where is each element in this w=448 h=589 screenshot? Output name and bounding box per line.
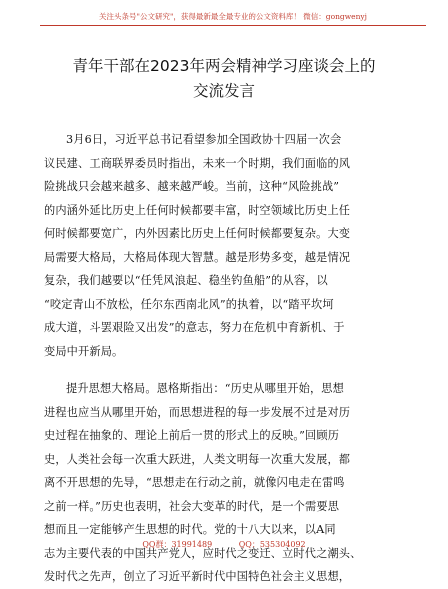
paragraph-2: [44, 377, 412, 589]
text-line: 史过程在抽象的、理论上前后一贯的形式上的反映。”回顾历: [44, 429, 340, 442]
text-line: 变局中开新局。: [44, 344, 124, 358]
title-line-1: 青年干部在2023年两会精神学习座谈会上的: [72, 57, 376, 75]
text-line: 史，人类社会每一次重大跃进，人类文明每一次重大发展，都: [44, 452, 351, 466]
header-promo-note: 关注头条号"公文研究"，获得最新最全最专业的公文资料库！ 微信：gongwenyj: [99, 12, 367, 21]
text-line: 局需要大格局，大格局体现大智慧。越是形势多变，越是情况: [44, 250, 351, 264]
text-line: 成大道，斗罢艰险又出发”的意志，努力在危机中育新机、于: [44, 321, 345, 334]
paragraph-gap: [44, 363, 412, 377]
header-divider: [40, 25, 426, 26]
page-footer: [0, 539, 448, 550]
text-line: 进程也应当从哪里开始，而思想进程的每一步发展不过是对历: [44, 405, 351, 419]
text-line: “咬定青山不放松，任尔东西南北风”的执着，以“踏平坎坷: [44, 297, 334, 311]
title-line-2: 交流发言: [192, 82, 255, 100]
text-line: 志为主要代表的中国共产党人，应时代之变迁、立时代之潮头、: [44, 546, 362, 560]
text-line: 复杂，我们越要以“任凭风浪起、稳坐钓鱼船”的从容，以: [44, 274, 328, 287]
text-line: 何时候都要宽广，内外因素比历史上任何时候都要复杂。大变: [44, 227, 351, 240]
text-line: 3月6日，习近平总书记看望参加全国政协十四届一次会: [66, 133, 342, 146]
text-line: 之前一样。”历史也表明，社会大变革的时代，是一个需要思: [44, 499, 340, 513]
text-line: 离不开思想的先导，“思想走在行动之前，就像闪电走在雷鸣: [44, 476, 345, 489]
text-line: 的内涵外延比历史上任何时候都要丰富，时空领域比历史上任: [44, 203, 351, 217]
text-line: 发时代之先声，创立了习近平新时代中国特色社会主义思想，: [44, 570, 351, 583]
footer-qq: QQ：535304092: [238, 540, 306, 549]
paragraph-1: [44, 128, 412, 363]
footer-qq-group: QQ群：31991489: [142, 540, 213, 549]
document-body: [44, 128, 412, 589]
document-title: [30, 54, 418, 104]
text-line: 提升思想大格局。恩格斯指出：“历史从哪里开始，思想: [66, 382, 344, 395]
text-line: 险挑战只会越来越多、越来越严峻。当前，这种“风险挑战”: [44, 180, 340, 193]
text-line: 议民建、工商联界委员时指出，未来一个时期，我们面临的风: [44, 156, 351, 170]
text-line: 想而且一定能够产生思想的时代。党的十八大以来，以A同: [44, 523, 336, 536]
